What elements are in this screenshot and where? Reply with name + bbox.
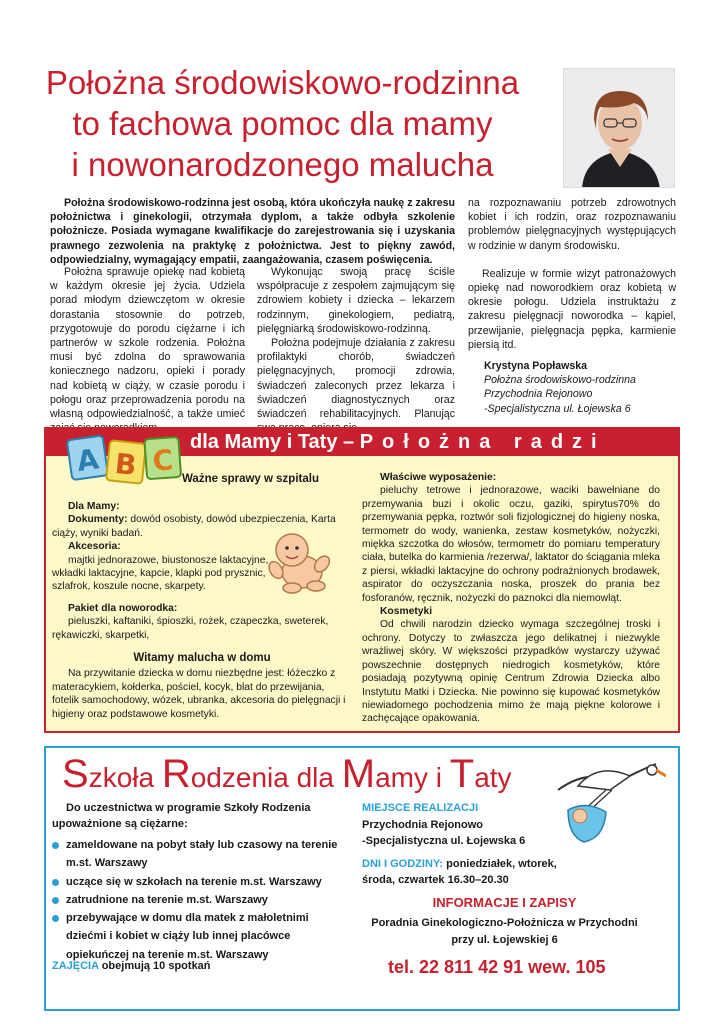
location-label: MIEJSCE REALIZACJI [362,802,479,814]
list-item: zameldowane na pobyt stały lub czasowy na terenie m.st. Warszawy [52,836,352,873]
page-title [20,62,545,185]
accessories-label: Akcesoria: [68,541,121,553]
list-item: uczące się w szkołach na terenie m.st. Warszawy [52,873,352,891]
equipment-text: pieluchy tetrowe i jednorazowe, waciki bawełniane do przemywania buzi i okolic oczu, gaziki, spirytus70% do przemywania pępka, roztwór soli fizjologicznej do higieny noska, termometr do wody, wanienka, zestaw kosmetyków, nożyczki, miękka szczotka do włosów, termometr do pomiaru temperatury ciała, butelka do karmienia /rezerwa/, laktator do ściągania mleka z piersi, wkładki laktacyjne do ochrony podrażnionych brodawek, aspirator do oczyszczania noska, proszek do prania bez fosforanów, ręcznik, nożyczki do paznokci dla niemowląt. [362,485,660,604]
mom-heading: Dla Mamy: [68,501,120,512]
author-role: Położna środowiskowo-rodzinna [484,374,636,387]
classes-info: ZAJĘCIA obejmują 10 spotkań [52,960,211,972]
article-column-1: Położna sprawuje opiekę nad kobietą w każdym okresie jej życia. Udziela porad młodym dziewczętom w okresie dorastania stosownie do potrzeb, przygotowuje do porodu ciężarne i ich partnerów w szkole rodzenia. Położna musi być zdolna do sprawowania koniecznego nadzoru, opieki i porady nad kobietą w ciąży, w czasie porodu i połogu oraz przeprowadzenia porodu na własną odpowiedzialność, a także umieć [50,266,245,421]
cosmetics-heading: Kosmetyki [380,606,433,618]
documents-text: dowód osobisty, dowód ubezpieczenia, Karta ciąży, wyniki badań. [52,514,336,539]
author-place: Przychodnia Rejonowo [484,388,593,401]
bullet-icon [52,897,59,904]
author-place: -Specjalistyczna ul. Łojewska 6 [484,402,631,415]
block-letter-c: C [151,443,175,478]
documents-label: Dokumenty: [68,514,128,526]
bullet-icon [52,879,59,886]
block-letter-a: A [74,442,101,479]
bullet-icon [52,842,59,849]
location-line: Przychodnia Rejonowo [362,818,484,831]
title-line: i nowonarodzonego malucha [71,146,494,183]
list-item: zatrudnione na terenie m.st. Warszawy [52,891,352,909]
welcome-heading: Witamy malucha w domu [133,652,271,665]
article-column-3: na rozpoznawaniu potrzeb zdrowotnych kobiet i ich rodzin, oraz rozpoznawaniu problemów pielęgnacyjnych występujących w rodzinie w danym środowisku. Realizuje w formie wizyt patronażowych opiekę nad noworodkiem oraz kobietą w okresie połogu. Udziela instruktażu z zakresu pielęgnacji noworodka – kąpiel, przewijanie, pielęgnacja pępka, karmienie piersią itd. [468,197,676,351]
birth-school-title: Szkoła Rodzenia dla Mamy i Taty [62,752,512,796]
equipment-heading: Właściwe wyposażenie: [380,472,497,483]
phone-number[interactable]: tel. 22 811 42 91 wew. 105 [388,957,606,977]
eligibility-intro: Do uczestnictwa w programie Szkoły Rodzenia upoważnione są ciężarne: [52,802,311,830]
author-signature [484,359,674,416]
info-heading: INFORMACJE I ZAPISY [432,894,577,910]
author-name: Krystyna Popławska [484,360,588,372]
article-column-2: Wykonując swoją pracę ściśle współpracuje z zespołem zajmującym się zdrowiem kobiety i dziecka – lekarzem rodzinnym, ginekologiem, pediatrą, pielęgniarką środowiskowo-rodzinną. Położna podejmuje działania z zakresu profilaktyki chorób, świadczeń pielęgnacyjnych, promocji zdrowia, świadczeń zaleconych przez lekarza i świadczeń diagnostycznych oraz świadczeń rehabilitacyjnych. Planując [257,266,455,421]
newborn-heading: Pakiet dla noworodka: [68,602,178,614]
newborn-text: pieluszki, kaftaniki, śpioszki, rożek, czapeczka, sweterek, rękawiczki, skarpetki, [52,616,329,641]
abc-blocks-illustration [66,432,184,490]
hospital-heading: Ważne sprawy w szpitalu [182,473,319,485]
location-section [362,800,647,948]
midwife-portrait-photo [563,68,675,188]
title-line: Położna środowiskowo-rodzinna [45,64,520,101]
cosmetics-text: Od chwili narodzin dziecko wymaga szczególnej troski i ochrony. Dotyczy to zwłaszcza jego delikatnej i niezwykle wrażliwej skóry. W większości przypadków wystarczy używać powszechnie dostępnych niedrogich kosmetyków, które posiadają pozytywną opinię Centrum Zdrowia Dziecka albo Instytutu Matki i Dziecka. Nie powinno się kupować kosmetyków niewiadomego pochodzenia mimo że mają piękne kolorowe i zachęcające opakowania. [362,619,660,725]
clinic-line: Poradnia Ginekologiczno-Położnicza w Przychodni [371,917,638,929]
location-line: -Specjalistyczna ul. Łojewska 6 [362,835,526,847]
title-line: to fachowa pomoc dla mamy [72,105,493,142]
welcome-text: Na przywitanie dziecka w domu niezbędne jest: łóżeczko z materacykiem, kołderka, pościel, kocyk, blat do przewijania, fotelik samochodowy, wózek, ubranka, akcesoria do pielęgnacji i higieny oraz podstawowe kosmetyki. [52,668,346,720]
clinic-line: przy ul. Łojewskiej 6 [451,933,558,946]
advice-right-column [362,471,660,726]
eligibility-section [52,800,352,964]
eligibility-list [52,836,352,964]
accessories-text: majtki jednorazowe, biustonosze laktacyjne, wkładki laktacyjne, kapcie, klapki pod prysznic, szlafrok, koszule nocne, skarpety. [52,554,269,593]
bullet-icon [52,915,59,922]
list-item: przebywające w domu dla matek z małoletnimi dziećmi i kobiet w ciąży lub innej placówce opiekuńczej na terenie m.st. Warszawy [52,909,352,964]
advice-title: dla Mamy i Taty – Położna radzi [190,431,606,453]
block-letter-b: B [113,446,139,483]
schedule-info: DNI I GODZINY: poniedziałek, wtorek, środa, czwartek 16.30–20.30 [362,857,557,886]
intro-paragraph: Położna środowiskowo-rodzinna jest osobą, która ukończyła naukę z zakresu położnictwa i ginekologii, otrzymała dyplom, a także odbyła szkolenie położnicze. Posiada wymagane kwalifikacje do zarejestrowania się i uzyskania prawnego zezwolenia na praktykę z położnictwa. Jest to piękny zawód, odpowiedzialny, wymagający empatii, zaangażowania, czasem poświęcenia. [50,197,455,266]
baby-illustration [262,528,338,596]
